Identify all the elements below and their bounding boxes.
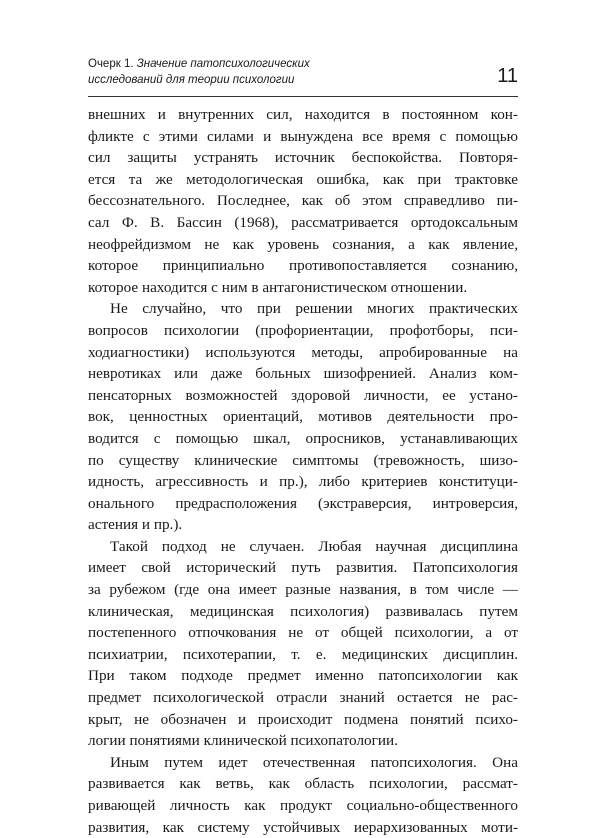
text-line: водится с помощью шкал, опросников, устанавливающих — [88, 429, 518, 447]
paragraph — [88, 104, 518, 298]
text-line: развития, как систему устойчивых иерархизованных моти- — [88, 818, 518, 836]
text-line: сил защиты устранять источник беспокойства. Повторя- — [88, 149, 518, 167]
text-line: психиатрии, психотерапии, т. е. медицинских дисциплин. — [88, 645, 518, 663]
text-line: астения и пр.). — [88, 516, 183, 534]
paragraph — [88, 752, 518, 838]
running-header — [88, 56, 518, 96]
text-line: неофрейдизмом не как уровень сознания, а как явление, — [88, 235, 518, 253]
text-line: которое принципиально противопоставляется сознанию, — [88, 257, 518, 275]
text-line: постепенного отпочкования не от общей психологии, а от — [88, 624, 518, 642]
text-line: фликте с этими силами и вынуждена все время с помощью — [88, 127, 518, 145]
paragraph — [88, 536, 518, 752]
text-line: идность, агрессивность и пр.), либо критериев конституци- — [88, 473, 518, 491]
text-line: развивается как ветвь, как область психологии, рассмат- — [88, 775, 518, 793]
text-line: сал Ф. В. Бассин (1968), рассматривается ортодоксальным — [88, 213, 518, 231]
body-text — [88, 104, 518, 838]
text-line: ходиагностики) используются методы, апробированные на — [88, 343, 518, 361]
paragraph — [88, 298, 518, 536]
text-line: При таком подходе предмет именно патопсихологии как — [88, 667, 518, 685]
text-line: предмет психологической отрасли знаний остается не рас- — [88, 689, 518, 707]
page-number: 11 — [497, 65, 518, 87]
text-line: внешних и внутренних сил, находится в постоянном кон- — [88, 106, 518, 123]
text-line: логии понятиями клинической психопатологии. — [88, 732, 398, 750]
text-line: ривающей личность как продукт социально-общественного — [88, 797, 518, 814]
running-header-title — [88, 56, 448, 88]
text-line: имеет свой исторический путь развития. Патопсихология — [88, 559, 518, 577]
text-line: которое находится с ним в антагонистическом отношении. — [88, 278, 468, 296]
chapter-label: Очерк 1. — [88, 58, 134, 70]
text-line: невротиках или даже больных шизофренией. Анализ ком- — [88, 365, 518, 383]
text-line: онального предрасположения (экстраверсия, интроверсия, — [88, 494, 518, 512]
chapter-title-line-2: исследований для теории психологии — [88, 74, 295, 86]
text-line: клиническая, медицинская психология) развивалась путем — [88, 602, 518, 620]
text-line: Такой подход не случаен. Любая научная дисциплина — [110, 537, 518, 555]
text-line: Иным путем идет отечественная патопсихология. Она — [110, 753, 518, 771]
text-line: вопросов психологии (профориентации, профотборы, пси- — [88, 321, 518, 339]
text-line: за рубежом (где она имеет разные названия, в том числе — — [88, 581, 518, 599]
text-line: пенсаторных возможностей здоровой личности, ее устано- — [88, 386, 518, 404]
chapter-title-line-1: Значение патопсихологических — [136, 58, 310, 70]
text-line: по существу клинические симптомы (тревожность, шизо- — [88, 451, 518, 469]
text-line: ется та же методологическая ошибка, как при трактовке — [88, 170, 518, 188]
header-divider — [88, 96, 518, 97]
text-line: бессознательного. Последнее, как об этом справедливо пи- — [88, 192, 518, 210]
text-line: Не случайно, что при решении многих практических — [110, 300, 518, 318]
text-line: крыт, не обозначен и происходит подмена понятий психо- — [88, 710, 518, 728]
text-line: вок, ценностных ориентаций, мотивов деятельности про- — [88, 408, 518, 426]
